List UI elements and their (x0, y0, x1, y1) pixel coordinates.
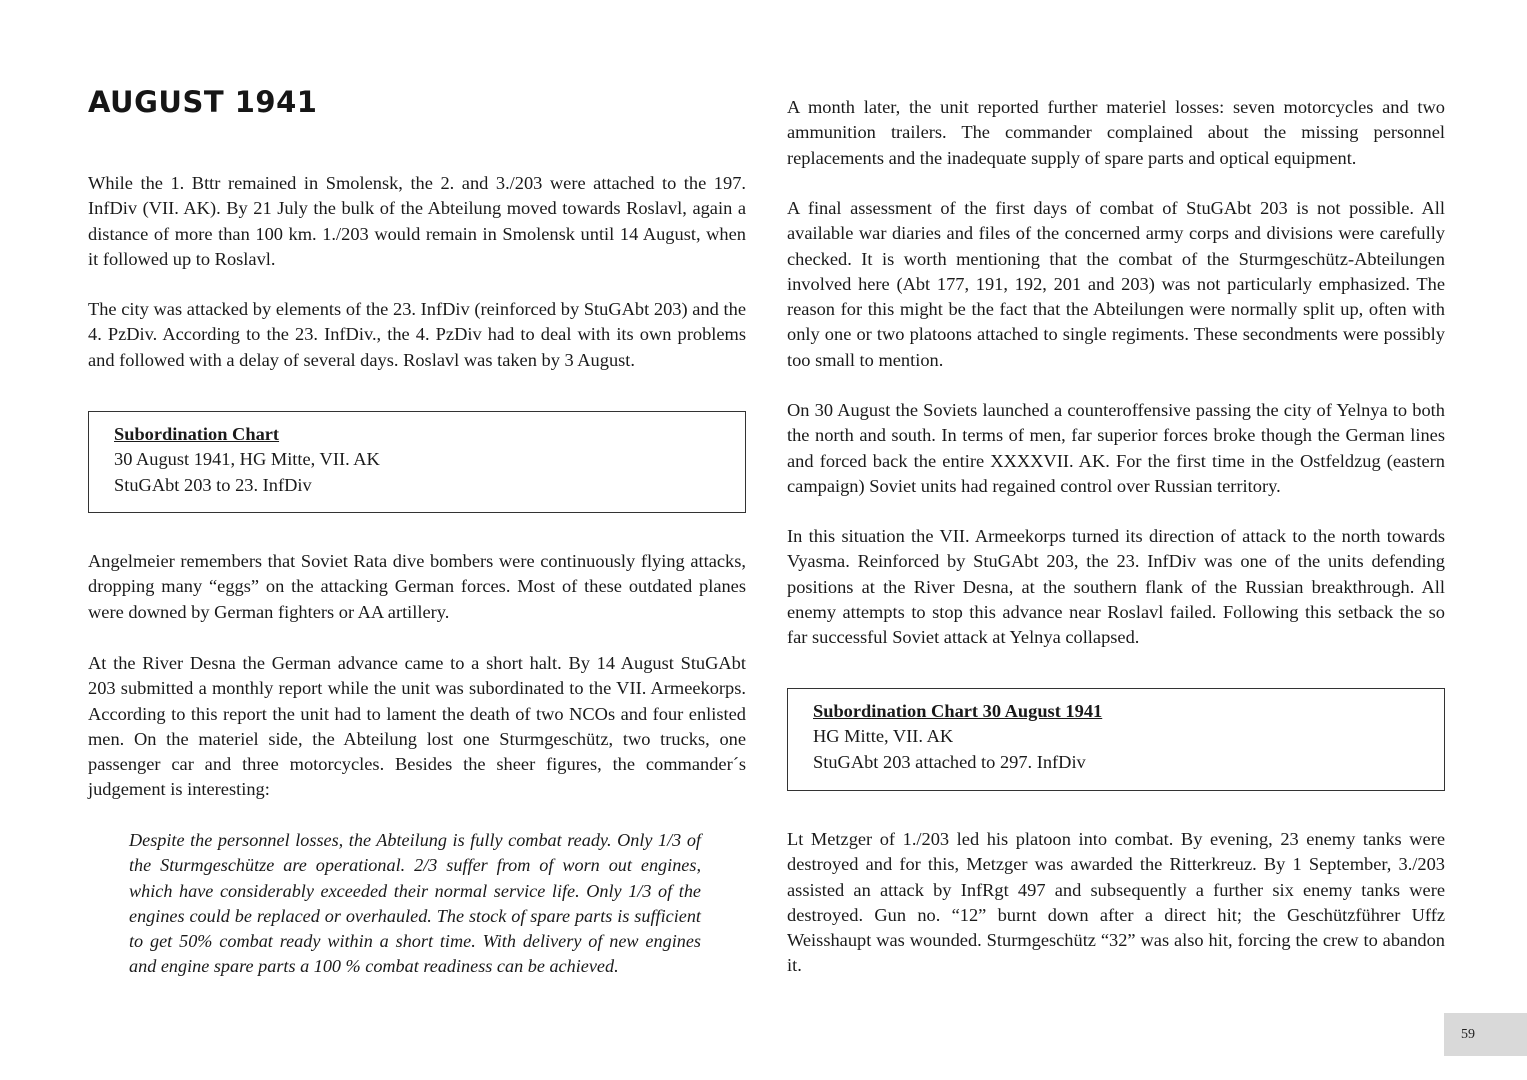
paragraph: Angelmeier remembers that Soviet Rata dive bombers were continuously flying attacks, dropping many “eggs” on the attacking German forces. Most of these outdated planes were downed by German fighters or AA artillery. (88, 551, 746, 622)
page-number: 59 (1444, 1013, 1527, 1056)
paragraph: Lt Metzger of 1./203 led his platoon into combat. By evening, 23 enemy tanks were destroyed and for this, Metzger was awarded the Ritterkreuz. By 1 September, 3./203 assisted an attack by InfRgt 497 and subsequently a further six enemy tanks were destroyed. Gun no. “12” burnt down after a direct hit; the Geschützführer Uffz Weisshaupt was wounded. Sturmgeschütz “32” was also hit, forcing the crew to abandon it. (787, 829, 1445, 976)
box-title: Subordination Chart (114, 424, 280, 444)
subordination-chart-box (787, 688, 1445, 791)
box-line: 30 August 1941, HG Mitte, VII. AK (114, 449, 380, 470)
paragraph: A month later, the unit reported further materiel losses: seven motorcycles and two ammunition trailers. The commander complained about the missing personnel replacements and the inadequate supply of spare parts and optical equipment. (787, 97, 1445, 168)
box-line: StuGAbt 203 to 23. InfDiv (114, 474, 312, 495)
paragraph: On 30 August the Soviets launched a counteroffensive passing the city of Yelnya to both the north and south. In terms of men, far superior forces broke though the German lines and forced back the entire XXXXVII. AK. For the first time in the Ostfeldzug (eastern campaign) Soviet units had regained control over Russian territory. (787, 400, 1445, 496)
paragraph: While the 1. Bttr remained in Smolensk, the 2. and 3./203 were attached to the 197. InfDiv (VII. AK). By 21 July the bulk of the Abteilung moved towards Roslavl, again a distance of more than 100 km. 1./203 would remain in Smolensk until 14 August, when it followed up to Roslavl. (88, 173, 746, 269)
paragraph: The city was attacked by elements of the 23. InfDiv (reinforced by StuGAbt 203) and the 4. PzDiv. According to the 23. InfDiv., the 4. PzDiv had to deal with its own problems and followed with a delay of several days. Roslavl was taken by 3 August. (88, 299, 746, 370)
box-title: Subordination Chart 30 August 1941 (813, 701, 1103, 721)
box-line: HG Mitte, VII. AK (813, 726, 954, 747)
section-heading: AUGUST 1941 (88, 85, 318, 119)
subordination-chart-box (88, 411, 746, 513)
paragraph: A final assessment of the first days of combat of StuGAbt 203 is not possible. All available war diaries and files of the concerned army corps and divisions were carefully checked. It is worth mentioning that the combat of the Sturmgeschütz-Abteilungen involved here (Abt 177, 191, 192, 201 and 203) was not particularly emphasized. The reason for this might be the fact that the Abteilungen were normally split up, often with only one or two platoons attached to single regiments. These secondments were possibly too small to mention. (787, 198, 1445, 370)
box-line: StuGAbt 203 attached to 297. InfDiv (813, 751, 1086, 772)
paragraph: In this situation the VII. Armeekorps turned its direction of attack to the north towards Vyasma. Reinforced by StuGAbt 203, the 23. InfDiv was one of the units defending positions at the River Desna, at the southern flank of the Russian breakthrough. All enemy attempts to stop this advance near Roslavl failed. Following this setback the so far successful Soviet attack at Yelnya collapsed. (787, 526, 1445, 648)
paragraph: At the River Desna the German advance came to a short halt. By 14 August StuGAbt 203 submitted a monthly report while the unit was subordinated to the VII. Armeekorps. According to this report the unit had to lament the death of two NCOs and four enlisted men. On the materiel side, the Abteilung lost one Sturmgeschütz, two trucks, one passenger car and three motorcycles. Besides the sheer figures, the commander´s judgement is interesting: (88, 653, 746, 800)
block-quote: Despite the personnel losses, the Abteilung is fully combat ready. Only 1/3 of the Sturmgeschütze are operational. 2/3 suffer from of worn out engines, which have considerably exceeded their normal service life. Only 1/3 of the engines could be replaced or overhauled. The stock of spare parts is sufficient to get 50% combat ready within a short time. With delivery of new engines and engine spare parts a 100 % combat readiness can be achieved. (129, 830, 701, 977)
